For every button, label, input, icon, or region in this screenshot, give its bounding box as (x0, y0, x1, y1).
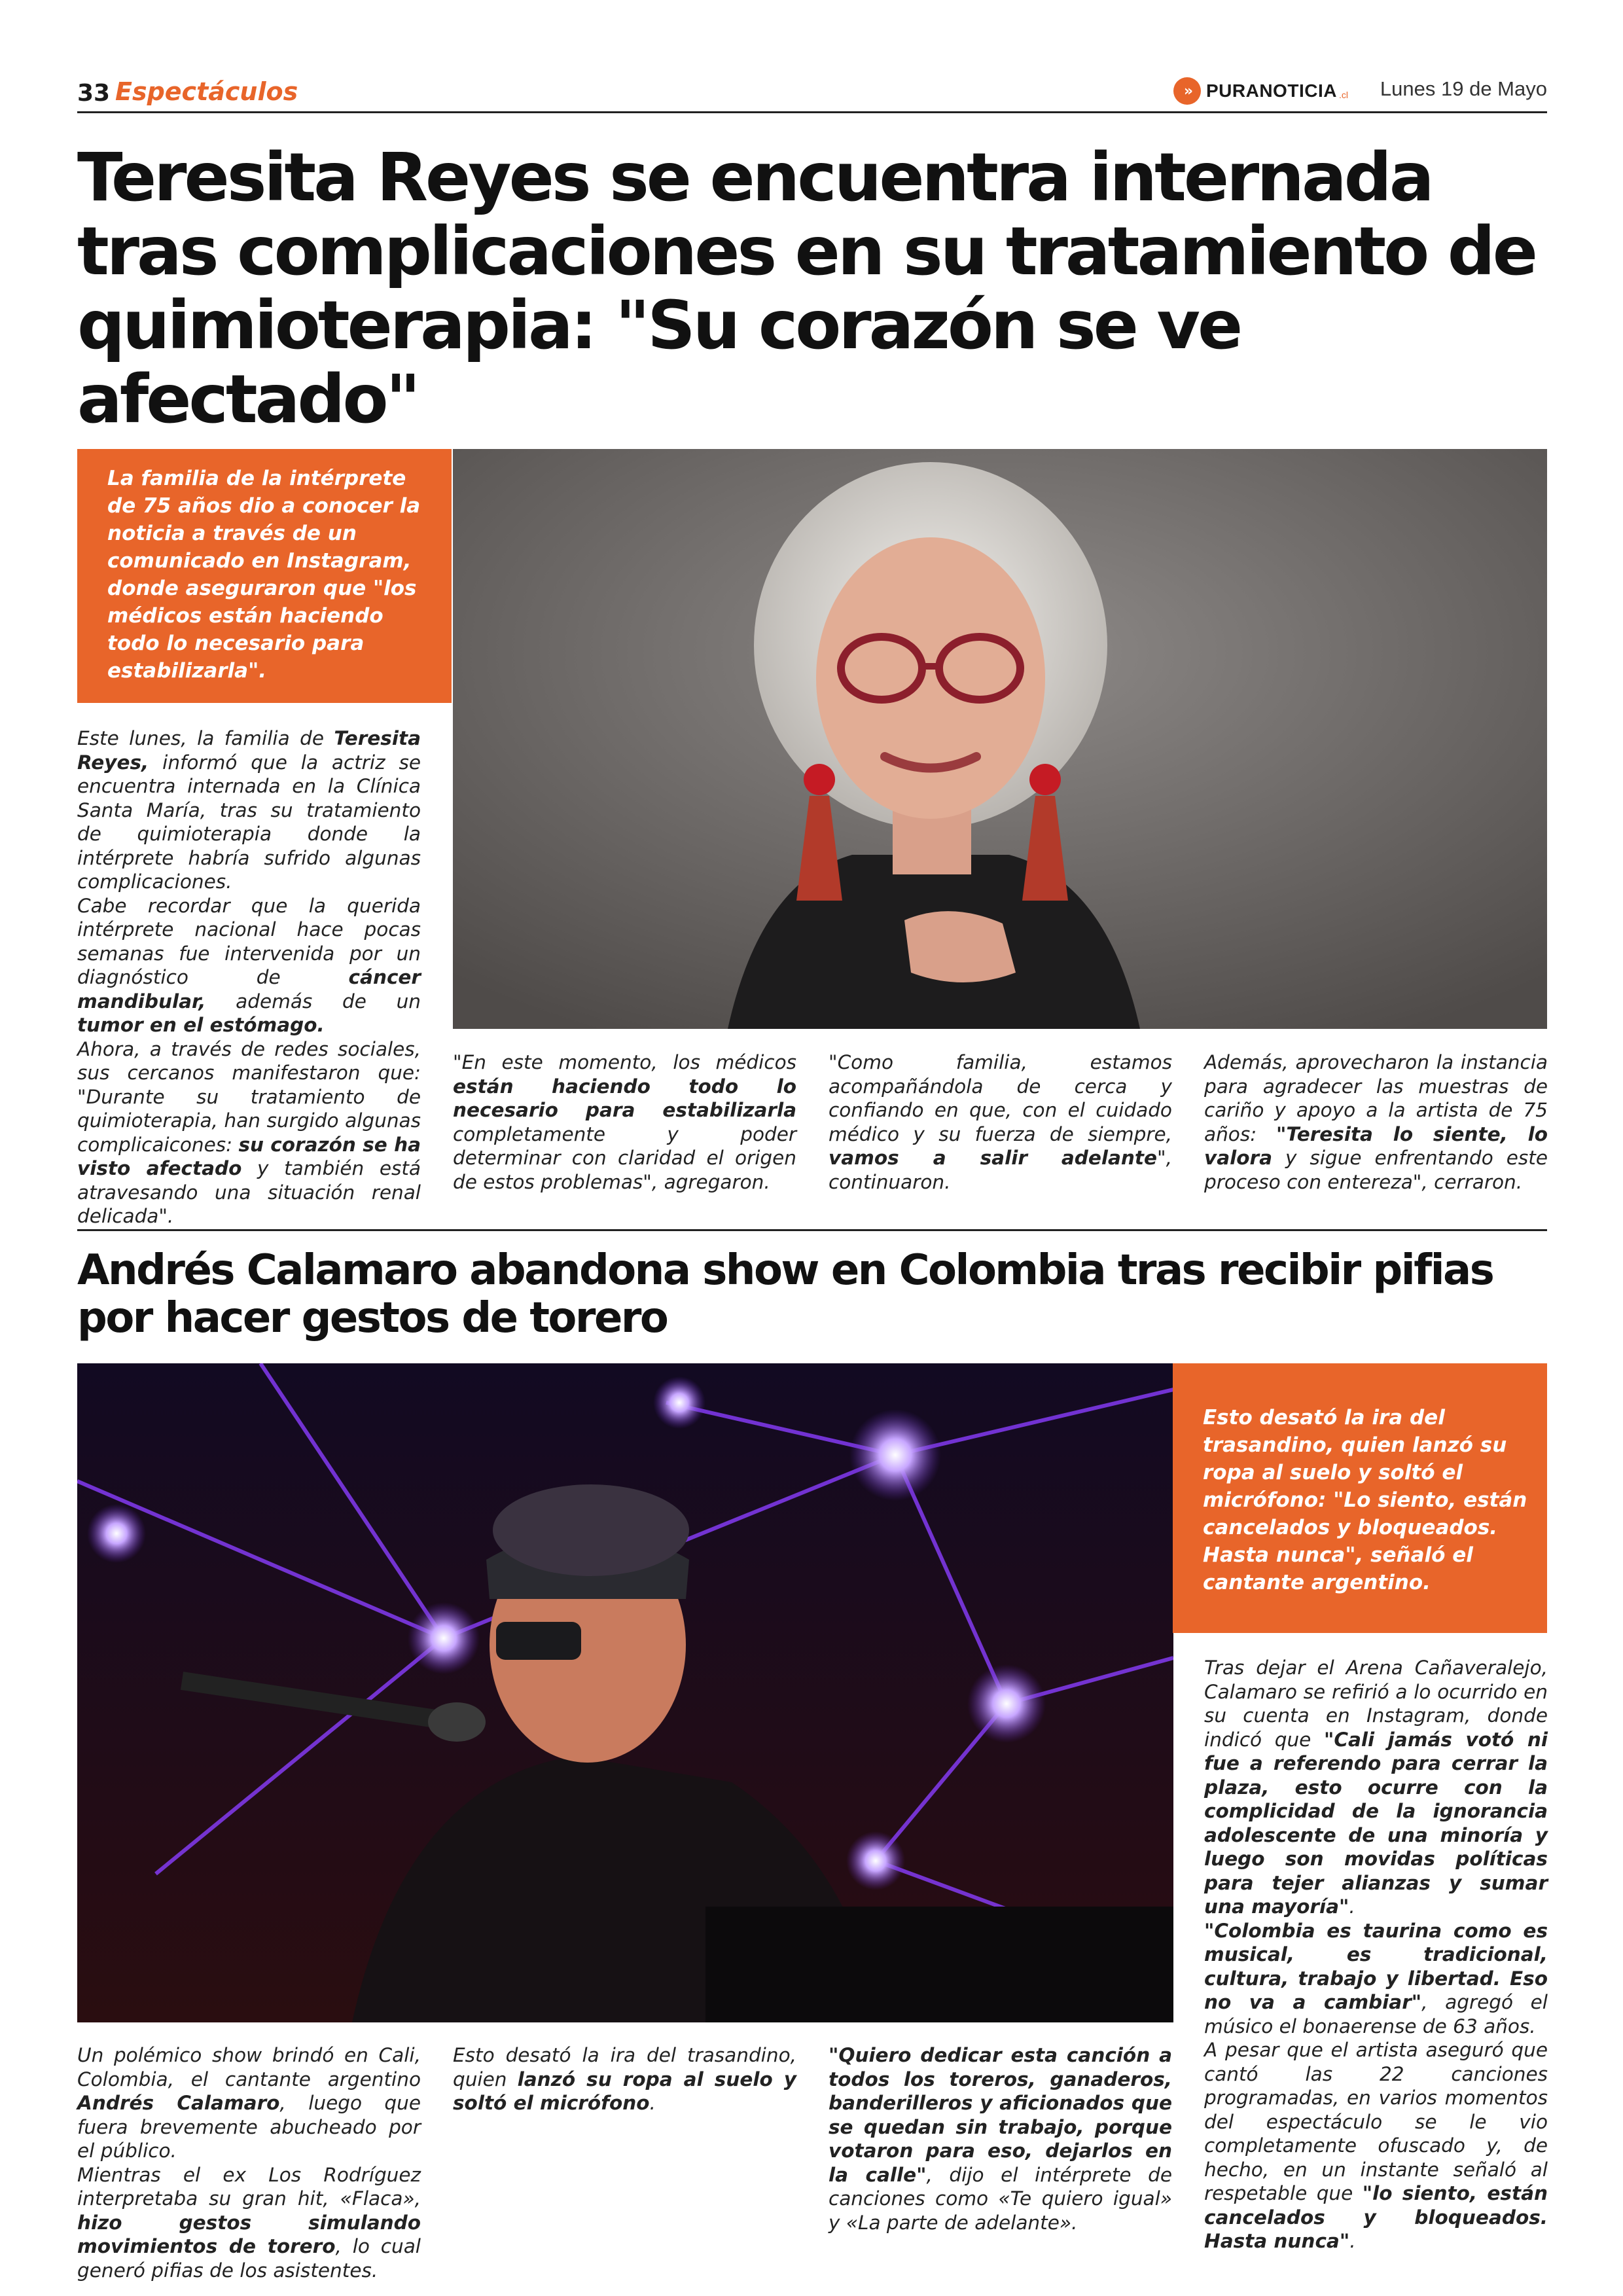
text-run: Además, aprovecharon la instancia para agradecer las muestras de cariño y apoyo a la artista de 75 años: (1204, 1051, 1548, 1145)
text-run: informó que la actriz se encuentra internada en la Clínica Santa María, tras su tratamiento de quimioterapia donde la intérprete habría sufrido algunas complicaciones. (77, 751, 421, 893)
text-run-bold: hizo gestos simulando movimientos de torero (77, 2211, 421, 2257)
text-run: Esto desató la ira del trasandino, quien (453, 2044, 796, 2090)
brand-logo (1173, 77, 1348, 105)
text-run: ", continuaron. (829, 1147, 1172, 1193)
section-title: Espectáculos (115, 77, 298, 106)
text-run-bold: tumor en el estómago. (77, 1014, 325, 1036)
article1-headline: Teresita Reyes se encuentra internada tras complicaciones en su tratamiento de quimioterapia: "Su corazón se ve afectado" (77, 139, 1535, 439)
text-run-bold: están haciendo todo lo necesario para estabilizarla (453, 1075, 796, 1121)
text-run: Cabe recordar que la querida intérprete nacional hace pocas semanas fue intervenida por un diagnóstico de (77, 894, 421, 988)
text-run-bold: Andrés Calamaro (77, 2092, 280, 2114)
article1-column-4 (1204, 1050, 1548, 1194)
article2-column-2 (453, 2043, 796, 2115)
andres-calamaro-concert-photo (77, 1363, 1173, 2022)
text-run: además de un (205, 990, 421, 1013)
text-run: , lo cual generó pifias de los asistentes. (77, 2235, 421, 2282)
text-run-bold: su corazón se ha visto afectado (77, 1133, 421, 1179)
brand-suffix: .cl (1338, 90, 1348, 100)
text-run-bold: "Cali jamás votó ni fue a referendo para cerrar la plaza, esto ocurre con la complicidad de la ignorancia adolescente de una minoría y luego son movidas políticas para tejer alianzas y sumar una mayoría" (1204, 1728, 1548, 1918)
teresita-reyes-portrait (453, 449, 1547, 1029)
text-run: y también está atravesando una situación renal delicada". (77, 1157, 421, 1227)
text-run: , agregó el músico el bonaerense de 63 años. (1204, 1991, 1548, 2037)
text-run-bold: lanzó su ropa al suelo y soltó el micrófono (453, 2068, 797, 2114)
article2-callout: Esto desató la ira del trasandino, quien lanzó su ropa al suelo y soltó el micrófono: "Lo siento, están cancelados y bloqueados. Hasta nunca", señaló el cantante argentino. (1173, 1363, 1547, 1633)
text-run-bold: Teresita Reyes, (77, 727, 421, 774)
double-chevron-icon: ›› (1173, 77, 1201, 105)
text-run: A pesar que el artista aseguró que cantó las 22 canciones programadas, en varios momentos del espectáculo se le vio completamente ofuscado y, de hecho, en un instante señaló al respetable que (1204, 2039, 1548, 2204)
article1-column-3 (829, 1050, 1172, 1194)
text-run: Mientras el ex Los Rodríguez interpretaba su gran hit, «Flaca», (77, 2163, 421, 2210)
text-run: , luego que fuera brevemente abucheado por el público. (77, 2092, 421, 2162)
text-run-bold: "Quiero dedicar esta canción a todos los toreros, ganaderos, banderilleros y aficionados que se quedan sin trabajo, porque votaron para eso, dejarlos en la calle" (829, 2044, 1172, 2186)
article2-photo (77, 1363, 1173, 2022)
article2-column-3 (829, 2043, 1172, 2234)
article1-column-2 (453, 1050, 796, 1194)
article2-headline: Andrés Calamaro abandona show en Colombia tras recibir pifias por hacer gestos de torero (77, 1246, 1493, 1342)
text-run-bold: "Teresita lo siente, lo valora (1204, 1122, 1548, 1169)
text-run: Un polémico show brindó en Cali, Colombia, el cantante argentino (77, 2044, 421, 2090)
text-run-bold: "lo siento, están cancelados y bloqueados. Hasta nunca" (1204, 2182, 1548, 2252)
article2-column-4 (1204, 1656, 1548, 2253)
text-run: y sigue enfrentando este proceso con entereza", cerraron. (1204, 1147, 1548, 1193)
text-run: Tras dejar el Arena Cañaveralejo, Calamaro se refirió a lo ocurrido en su cuenta en Instagram, donde indicó que (1204, 1657, 1548, 1751)
page-number: 33 (77, 80, 111, 107)
text-run: completamente y poder determinar con claridad el origen de estos problemas", agregaron. (453, 1122, 796, 1193)
text-run: Ahora, a través de redes sociales, sus cercanos manifestaron que: "Durante su tratamiento de quimioterapia, han surgido algunas complicaicones: (77, 1037, 421, 1156)
article1-callout: La familia de la intérprete de 75 años dio a conocer la noticia a través de un comunicado en Instagram, donde aseguraron que "los médicos están haciendo todo lo necesario para estabilizarla". (77, 449, 452, 703)
header-rule (77, 111, 1547, 113)
text-run: . (649, 2092, 656, 2114)
text-run-bold: cáncer mandibular, (77, 966, 421, 1013)
text-run: "Como familia, estamos acompañándola de cerca y confiando en que, con el cuidado médico y su fuerza de siempre, (829, 1051, 1172, 1145)
article-divider (77, 1229, 1547, 1231)
article1-column-1 (77, 726, 421, 1229)
text-run: . (1349, 1895, 1355, 1918)
issue-date: Lunes 19 de Mayo (1380, 77, 1547, 100)
page-header (77, 77, 1547, 117)
text-run: , dijo el intérprete de canciones como «Te quiero igual» y «La parte de adelante». (829, 2163, 1172, 2234)
text-run: . (1349, 2230, 1356, 2252)
article1-photo (453, 449, 1547, 1029)
text-run: "En este momento, los médicos (453, 1051, 796, 1073)
text-run: Este lunes, la familia de (77, 727, 334, 749)
text-run-bold: vamos a salir adelante (829, 1147, 1158, 1169)
brand-name: PURANOTICIA (1206, 81, 1337, 101)
text-run-bold: "Colombia es taurina como es musical, es tradicional, cultura, trabajo y libertad. Eso no va a cambiar" (1204, 1919, 1548, 2013)
article2-column-1 (77, 2043, 421, 2282)
